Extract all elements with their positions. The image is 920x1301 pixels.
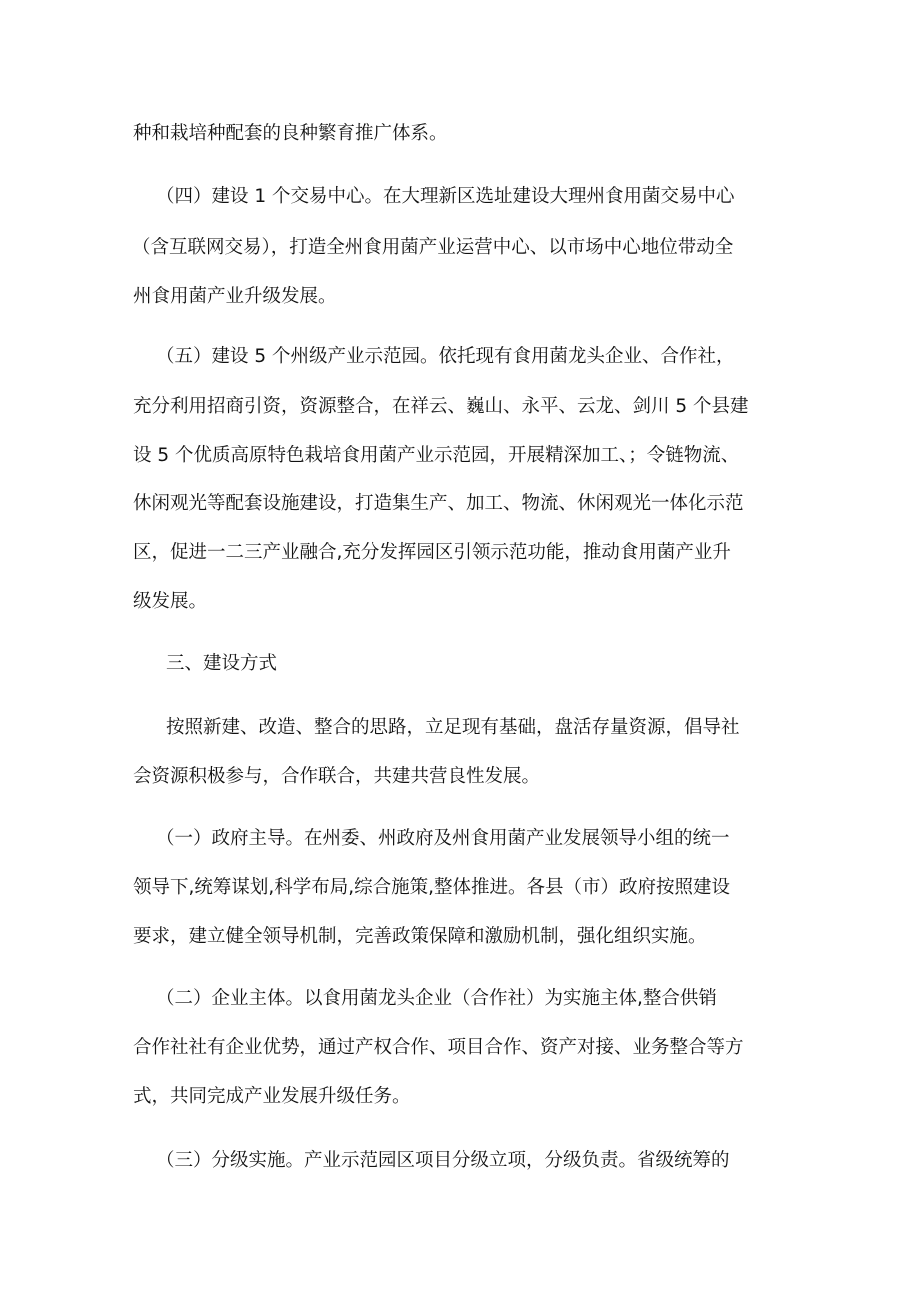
body-text-line: 设 5 个优质高原特色栽培食用菌产业示范园，开展精深加工、；令链物流、 [133, 445, 740, 466]
body-text-line: 区，促进一二三产业融合,充分发挥园区引领示范功能，推动食用菌产业升 [133, 542, 731, 563]
body-text-line: （三）分级实施。产业示范园区项目分级立项，分级负责。省级统筹的 [156, 1150, 730, 1171]
body-text-line: （四）建设 1 个交易中心。在大理新区选址建设大理州食用菌交易中心 [156, 186, 735, 207]
body-text-line: 州食用菌产业升级发展。 [133, 286, 337, 307]
body-text-line: 级发展。 [133, 591, 208, 612]
body-text-line: 充分利用招商引资，资源整合，在祥云、巍山、永平、云龙、剑川 5 个县建 [133, 396, 749, 417]
body-text-line: 合作社社有企业优势，通过产权合作、项目合作、资产对接、业务整合等方 [133, 1037, 744, 1058]
body-text-line: 休闲观光等配套设施建设，打造集生产、加工、物流、休闲观光一体化示范 [133, 493, 744, 514]
body-text-line: （一）政府主导。在州委、州政府及州食用菌产业发展领导小组的统一 [156, 828, 730, 849]
body-text-line: 会资源积极参与，合作联合，共建共营良性发展。 [133, 766, 541, 787]
body-text-line: 按照新建、改造、整合的思路，立足现有基础，盘活存量资源，倡导社 [166, 717, 740, 738]
body-text-line: 要求，建立健全领导机制，完善政策保障和激励机制，强化组织实施。 [133, 926, 707, 947]
body-text-line: （二）企业主体。以食用菌龙头企业（合作社）为实施主体,整合供销 [156, 988, 717, 1009]
body-text-line: 领导下,统筹谋划,科学布局,综合施策,整体推进。各县（市）政府按照建设 [133, 877, 731, 898]
body-text-line: 种和栽培种配套的良种繁育推广体系。 [133, 123, 448, 144]
body-text-line: （含互联网交易），打造全州食用菌产业运营中心、以市场中心地位带动全 [132, 237, 734, 258]
body-text-line: 式，共同完成产业发展升级任务。 [133, 1086, 411, 1107]
body-text-line: （五）建设 5 个州级产业示范园。依托现有食用菌龙头企业、合作社， [156, 346, 735, 367]
section-heading: 三、建设方式 [166, 653, 278, 674]
